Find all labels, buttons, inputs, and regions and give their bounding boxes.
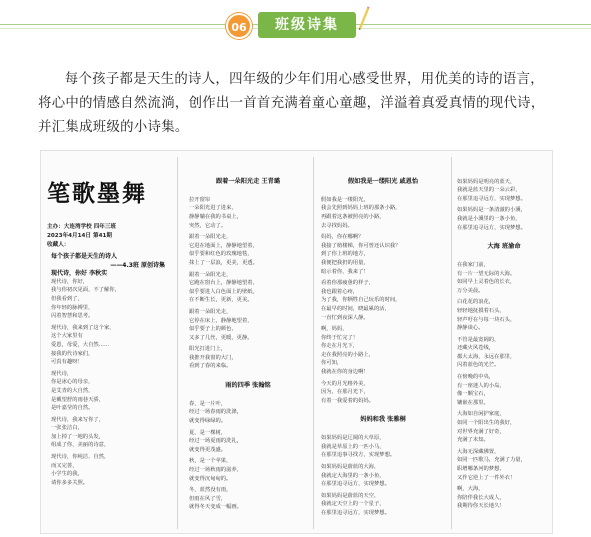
poem-line: 我推开我窗的大门， <box>189 354 237 361</box>
poem-lines <box>321 434 445 517</box>
column-divider <box>313 157 314 529</box>
poem-line: 在不断生长，更新，更美。 <box>189 297 253 304</box>
poem-title: 现代诗，你好 李秋实 <box>51 270 108 277</box>
section-title: 班级诗集 <box>258 12 356 38</box>
poem-title: 跟着一朵阳光走 王青璐 <box>215 177 281 185</box>
poem-line: 镶嵌在那里。 <box>457 399 489 406</box>
poem-line: 我会先照到妈妈上班的那条小路， <box>321 205 401 212</box>
poem-line: 夏，是一棵树， <box>189 429 227 436</box>
poem-line: 秋，是一个苹果， <box>189 458 232 465</box>
poem-line: 跟着一朵阳光走， <box>189 308 232 315</box>
poem-line: 我期待你天长地久！ <box>457 503 505 510</box>
poem-line: 轻声吁在与每一块石头， <box>457 316 516 323</box>
meta-line: 2023年4月14日 第41期 <box>47 233 112 239</box>
poem-line: 在那里追寻远方，实现梦想。 <box>457 195 526 202</box>
poem-line: 现代诗，你纯洁、自然， <box>51 454 110 461</box>
poem-line: 组成了你，美丽的诗意， <box>51 442 110 449</box>
poem-line: 就变得沉甸甸的。 <box>189 475 232 482</box>
poem-line: 一朵阳光进了进来， <box>189 205 237 212</box>
poem-line: 你终于忙完了！ <box>321 334 359 341</box>
poem-line: 静静躺在我的书桌上， <box>189 213 242 220</box>
poem-line: 在傍晚的中央， <box>457 374 495 381</box>
poem-line: 闪着蓝色的光芒。 <box>457 362 500 369</box>
poem-line: 我接了植楼梯，你可曾还认识我？ <box>321 242 401 249</box>
poem-line: 今天的月光格外美， <box>321 380 369 387</box>
poem-line: 静静谈心。 <box>457 325 484 332</box>
poem-line: 不管是最宽阔的， <box>457 336 500 343</box>
poem-line: 看到了春的来临。 <box>189 363 232 370</box>
poem-line: 你是冰心的母亲， <box>51 379 94 386</box>
poem-line: 啊，大海， <box>457 486 484 493</box>
poem-line: 对世界充满了好奇， <box>457 428 505 435</box>
poem-line: 有一座迷人的小岛， <box>457 382 505 389</box>
poem-line: 如果妈妈是辽阔的大草原， <box>321 435 385 442</box>
poem-line: 在那里追寻远方，实现梦想。 <box>457 224 526 231</box>
poem-line: 白花花的浪花， <box>457 299 495 306</box>
poem-line: 冬，蓝然没有雨， <box>189 487 232 494</box>
poem-title: 假如我是一缕阳光 戚恩怡 <box>347 177 419 185</box>
poem-line: 我就在你的身边啊！ <box>321 369 369 376</box>
poem-line: 看着你那疲惫的样子， <box>321 280 374 287</box>
poem-lines <box>457 178 551 233</box>
poem-line: 经过一场春雨的洗涤， <box>189 409 242 416</box>
poem-line: 就得冬天变成一幅画。 <box>189 504 242 511</box>
poem-line: 在我家门前， <box>457 261 489 268</box>
poem-lines <box>189 400 307 512</box>
section-number-badge: 06 <box>226 13 252 39</box>
pencil-icon <box>356 6 370 30</box>
column-divider <box>451 157 452 529</box>
newspaper-meta <box>47 223 116 250</box>
poem-line: 我便把我扔的用量， <box>321 259 369 266</box>
meta-line: 收藏人： <box>47 242 70 248</box>
poem-line: 像一颗宝石， <box>457 391 489 398</box>
section-header <box>0 0 591 46</box>
poem-line: 似乎要进人白色面上的壁纸， <box>189 288 258 295</box>
poem-line: 职增哪条河的梦想， <box>457 466 505 472</box>
poem-line: 还藏火风苍线， <box>457 345 495 352</box>
poem-line: 它跑在窗台上，静静地望着， <box>189 280 258 287</box>
poem-line: 接我的代诗家们， <box>51 350 94 357</box>
poem-lines <box>321 196 445 406</box>
poem-line: 大海无深藏佛置， <box>457 448 500 455</box>
poem-lines <box>189 196 307 371</box>
poem-line: 我也跟着心疼， <box>321 288 359 295</box>
poem-line: 可真有趣呀！ <box>51 359 83 366</box>
poem-line: 似乎要和红色的玫瑰地毯， <box>189 251 253 258</box>
poem-line: 我与你初次见面，不了解你， <box>51 287 120 294</box>
poem-line: 你可知， <box>321 360 343 367</box>
poem-line: 这个大家里有 <box>51 333 83 340</box>
poem-title: 妈妈和我 张雅桐 <box>360 416 406 424</box>
poem-line: 你陪伴我长大成人， <box>457 494 505 501</box>
poem-line: 现代诗，你好， <box>51 278 89 285</box>
poem-line: 充满了未知。 <box>457 437 489 444</box>
poem-line: 现代诗，我来写你了， <box>51 416 104 423</box>
poem-line: 就变得更茂盛。 <box>189 446 227 453</box>
poem-line: 有着一我爱着的妈妈。 <box>321 397 374 404</box>
poem-line: 是戴望舒的雨巷天骄， <box>51 396 104 403</box>
column-2 <box>189 169 307 521</box>
poem-line: 但雨在风了雪， <box>189 495 227 502</box>
poem-line: 爱恩，母爱，大自然…… <box>51 341 110 348</box>
poem-line: 万分美晨。 <box>457 287 484 294</box>
poem-line: 又作它逆上了一件外衣！ <box>457 474 516 481</box>
newspaper-image <box>40 150 553 534</box>
poem-line: 为了我，你牺牲自己玩乐的时间， <box>321 297 401 304</box>
poem-line: 它进在地面上，静静地望着， <box>189 242 258 249</box>
poem-line: 大海如自闲护家庭， <box>457 411 505 418</box>
poem-line: 如同一匹歌马，充满了力量， <box>457 457 526 464</box>
poem-line: 如果妈妈是蔚蓝的天空， <box>321 492 380 499</box>
poem-line: 如同一个阳出生的我好， <box>457 420 516 427</box>
poem-line: 我就是蓝天里的一朵云彩， <box>457 187 521 194</box>
poem-line: 请你多多关照。 <box>51 479 89 486</box>
poem-line: 又多了几丝，更暖，更静。 <box>189 334 253 341</box>
poem-line: 阳光打进门上， <box>189 346 227 353</box>
poem-line: 如同早上灵着色的长衣， <box>457 279 516 286</box>
poem-title: 雨的四季 张翰铭 <box>225 381 271 389</box>
meta-line: 主办：大连湾学校 四年三班 <box>47 224 117 230</box>
poem-line: 经过一场秋雨的滋养， <box>189 467 242 473</box>
column-divider <box>177 157 178 529</box>
poem-line: 经过一场夏雨的洗礼， <box>189 438 242 445</box>
poem-title: 大海 班渝命 <box>487 242 521 250</box>
column-4 <box>457 169 551 520</box>
column-1-title: 每个孩子都是天生的诗人 <box>51 253 118 260</box>
poem-line: 有一片一望无际的大海。 <box>457 270 516 277</box>
column-1 <box>51 251 171 486</box>
poem-line: 一张张洁白， <box>51 425 83 432</box>
poem-line: 它停在床上，静静地望着， <box>189 317 253 324</box>
poem-line: 一直忙到夜深人静。 <box>321 314 369 321</box>
poem-line: 加上掉了一地的头发， <box>51 433 104 440</box>
poem-line: 是叶嘉莹的自然。 <box>51 405 94 412</box>
poem-line: 春，是一片叶， <box>189 400 227 407</box>
poem-line: 但我看到了， <box>51 295 83 302</box>
column-3 <box>321 169 445 526</box>
poem-line: 突然，它动了。 <box>189 222 227 229</box>
poem-line: 在那里追寻远方，实现梦想。 <box>321 509 390 516</box>
poem-line: 现代诗， <box>51 370 73 377</box>
poem-line: 妈妈，你在哪啊？ <box>321 234 364 241</box>
poem-line: 到了你上班的地方， <box>321 251 369 258</box>
poem-line: 假如我是一缕阳光， <box>321 196 369 203</box>
poem-line: 而又完善， <box>51 462 78 469</box>
poem-line: 闪着智慧和思考。 <box>51 313 94 320</box>
poem-line: 抹上了一层浪，更美，更透。 <box>189 259 258 266</box>
poem-line: 你走在月光下， <box>321 343 359 350</box>
poem-line: 在那里追事寻找方，实现梦想。 <box>321 452 396 459</box>
poem-line: 你年轻的脉搏里， <box>51 304 94 311</box>
poem-line: 都大太海，永远在那里， <box>457 353 516 360</box>
poem-line: 现代诗，我来到了这个家， <box>51 324 115 331</box>
intro-paragraph: 每个孩子都是天生的诗人，四年级的少年们用心感受世界，用优美的诗的语言，将心中的情感自然流淌，创作出一首首充满着童心童趣，洋溢着真爱真情的现代诗，并汇集成班级的小诗集。 <box>38 72 545 135</box>
poem-line: 我就是草原上的一匹小马， <box>321 443 385 450</box>
poem-line: 我就是小溪里的一条小鱼， <box>457 215 521 222</box>
poem-line: 就变得绿绿的。 <box>189 418 227 425</box>
poem-line: 去寻找妈妈。 <box>321 222 353 229</box>
poem-line: 拉开窗帘 <box>189 196 211 203</box>
poem-lines <box>457 261 551 511</box>
poem-line: 如果妈妈是一条清澈的小溪， <box>457 207 526 214</box>
poem-line: 是艾青的大自然， <box>51 387 94 394</box>
poem-line: 在那里追寻远方，实现梦想。 <box>321 481 390 488</box>
poem-line: 跟着一朵阳光走， <box>189 271 232 278</box>
poem-line: 跟着一朵阳光走， <box>189 234 232 241</box>
poem-line: 小学生的我， <box>51 471 83 478</box>
poem-line: 在最早的时间，晓最累的活， <box>321 305 390 312</box>
poem-line: 啊，妈妈， <box>321 326 348 333</box>
poem-line: 我就定天空上的一个星子， <box>321 501 385 508</box>
column-1-subtitle: ——4.3班 原创诗集 <box>110 261 165 269</box>
poem-line: 因为，在那月光下， <box>321 389 369 396</box>
poem-line: 如果妈妈是明亮的蓝天， <box>457 178 516 185</box>
poem-line: 再跟着这条被照亮的小路， <box>321 213 385 220</box>
newspaper-masthead: 笔歌墨舞 <box>47 180 147 207</box>
poem-line: 轻轻地抚摸着石头， <box>457 307 505 314</box>
poem-line: 暗示着你，我来了！ <box>321 268 369 275</box>
poem-line: 如果妈妈是蔚蓝的大海， <box>321 464 380 470</box>
poem-lines <box>51 277 171 487</box>
poem-line: 似乎要子上的颜色， <box>189 326 237 333</box>
poem-line: 走在我照亮的小路上， <box>321 351 374 358</box>
poem-line: 我就定大海里的一条小鱼， <box>321 472 385 479</box>
